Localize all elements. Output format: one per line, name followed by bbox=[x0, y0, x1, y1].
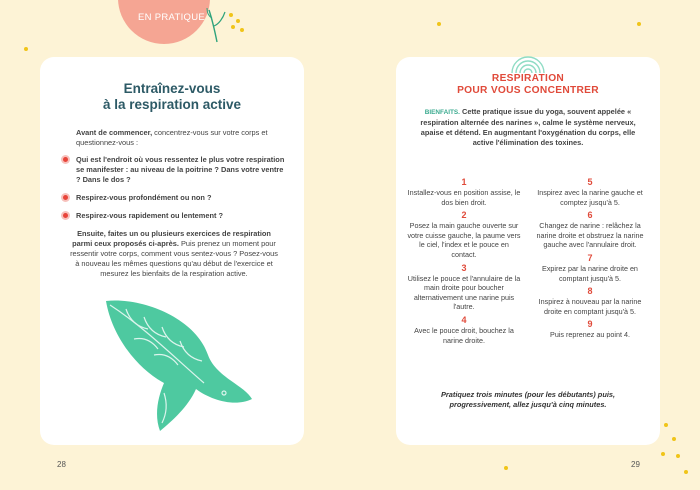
deco-dot bbox=[240, 28, 244, 32]
question-item: Qui est l'endroit où vous ressentez le plus votre respiration se manifester : au niveau de la poitrine ? Dans votre ventre ? Dans le dos ? bbox=[76, 155, 285, 184]
page-number-left: 28 bbox=[57, 460, 66, 469]
bird-illustration bbox=[104, 297, 254, 437]
deco-dot bbox=[684, 470, 688, 474]
deco-dot bbox=[664, 423, 668, 427]
step-item: 7 Expirez par la narine droite en comptant jusqu'à 5. bbox=[542, 252, 638, 283]
deco-dot bbox=[229, 13, 233, 17]
rainbow-icon bbox=[510, 43, 546, 73]
step-item: 5 Inspirez avec la narine gauche et comptez jusqu'à 5. bbox=[537, 177, 643, 207]
step-item: 9 Puis reprenez au point 4. bbox=[550, 319, 630, 340]
step-item: 8 Inspirez à nouveau par la narine droite en comptant jusqu'à 5. bbox=[538, 286, 642, 316]
steps-column-right bbox=[532, 177, 648, 343]
leaf-sprig-icon bbox=[205, 4, 229, 44]
question-item: Respirez-vous rapidement ou lentement ? bbox=[76, 211, 286, 221]
page-number-right: 29 bbox=[631, 460, 640, 469]
deco-dot bbox=[661, 452, 665, 456]
section-title: RESPIRATION POUR VOUS CONCENTRER bbox=[457, 73, 599, 96]
intro-text: Avant de commencer, concentrez-vous sur votre corps et questionnez-vous : bbox=[76, 128, 268, 147]
deco-dot bbox=[437, 22, 441, 26]
section-tag: EN PRATIQUE bbox=[138, 12, 205, 23]
final-note: Pratiquez trois minutes (pour les débutants) puis, progressivement, allez jusqu'à cinq minutes. bbox=[440, 390, 616, 409]
step-item: 1 Installez-vous en position assise, le dos bien droit. bbox=[407, 177, 521, 207]
right-card bbox=[396, 57, 660, 445]
step-item: 2 Posez la main gauche ouverte sur votre cuisse gauche, la paume vers le ciel, l'index et le pouce en contact. bbox=[407, 210, 521, 259]
deco-dot bbox=[236, 19, 240, 23]
question-item: Respirez-vous profondément ou non ? bbox=[76, 193, 286, 203]
benefits-text: BIENFAITS. Cette pratique issue du yoga, souvent appelée « respiration alternée des narines », calme le système nerveux, apaise et détend. En augmentant l'oxygénation du corps, elle active l'élimination des toxines. bbox=[420, 107, 636, 147]
deco-dot bbox=[231, 25, 235, 29]
deco-dot bbox=[637, 22, 641, 26]
left-card bbox=[40, 57, 304, 445]
deco-dot bbox=[676, 454, 680, 458]
page-title: Entraînez-vous à la respiration active bbox=[102, 81, 242, 112]
outro-text: Ensuite, faites un ou plusieurs exercices de respiration parmi ceux proposés ci-après. Puis prenez un moment pour ressentir votre corps, comment vous sentez-vous ? Posez-vous à nouveau les mêmes questions qu'au début de l'exercice et mesurez les bienfaits de la respiration active. bbox=[70, 229, 278, 278]
deco-dot bbox=[672, 437, 676, 441]
deco-dot bbox=[24, 47, 28, 51]
steps-column-left bbox=[406, 177, 522, 348]
step-item: 4 Avec le pouce droit, bouchez la narine droite. bbox=[414, 314, 514, 345]
step-item: 6 Changez de narine : relâchez la narine droite et obstruez la narine gauche avec l'annulaire droit. bbox=[536, 210, 644, 250]
deco-dot bbox=[504, 466, 508, 470]
step-item: 3 Utilisez le pouce et l'annulaire de la main droite pour boucher alternativement une narine puis l'autre. bbox=[407, 262, 521, 312]
